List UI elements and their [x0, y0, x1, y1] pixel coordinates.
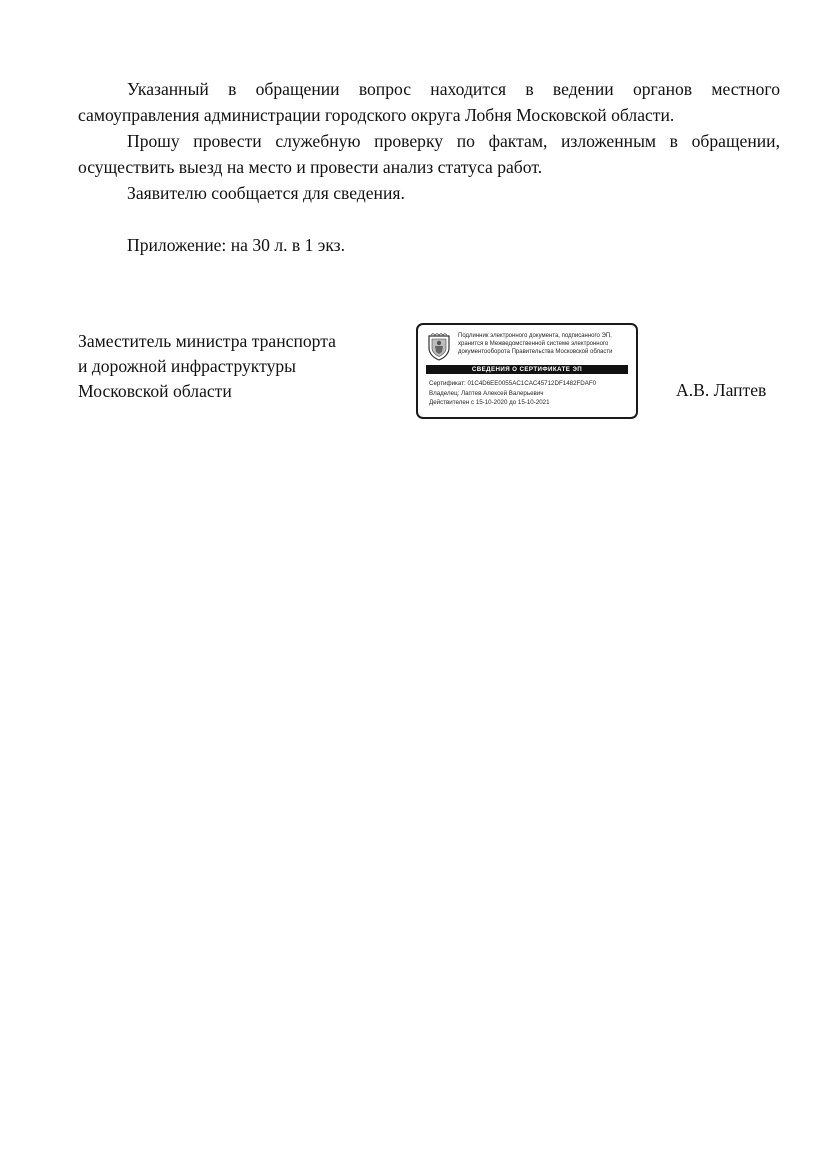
stamp-certificate-number: Сертификат: 01C4D6EE0055AC1CAC45712DF1482FDAF0 — [429, 380, 597, 387]
letter-body — [78, 76, 780, 258]
stamp-header-line: хранится в Межведомственной системе электронного — [458, 341, 609, 347]
stamp-header — [458, 332, 636, 356]
signer-name: А.В. Лаптев — [676, 380, 767, 400]
attachment-note: Приложение: на 30 л. в 1 экз. — [127, 235, 346, 255]
stamp-certificate-details — [429, 379, 596, 408]
signer-position-line: Московской области — [78, 381, 232, 401]
signer-position-line: и дорожной инфраструктуры — [78, 356, 296, 376]
stamp-certificate-title: СВЕДЕНИЯ О СЕРТИФИКАТЕ ЭП — [426, 365, 628, 374]
paragraph-request: Прошу провести служебную проверку по фактам, изложенным в обращении, осуществить выезд на место и провести анализ статуса работ. — [78, 131, 780, 177]
paragraph-jurisdiction: Указанный в обращении вопрос находится в ведении органов местного самоуправления администрации городского округа Лобня Московской области. — [78, 79, 780, 125]
coat-of-arms-icon — [427, 333, 451, 361]
stamp-validity: Действителен с 15-10-2020 до 15-10-2021 — [429, 399, 550, 406]
stamp-header-line: документооборота Правительства Московской области — [458, 349, 613, 355]
stamp-owner: Владелец: Лаптев Алексей Валерьевич — [429, 389, 544, 397]
signer-position-line: Заместитель министра транспорта — [78, 331, 336, 351]
stamp-header-line: Подлинник электронного документа, подписанного ЭП, — [458, 333, 612, 339]
signer-position — [78, 329, 336, 404]
electronic-signature-stamp — [416, 323, 638, 419]
paragraph-notice: Заявителю сообщается для сведения. — [127, 183, 405, 203]
